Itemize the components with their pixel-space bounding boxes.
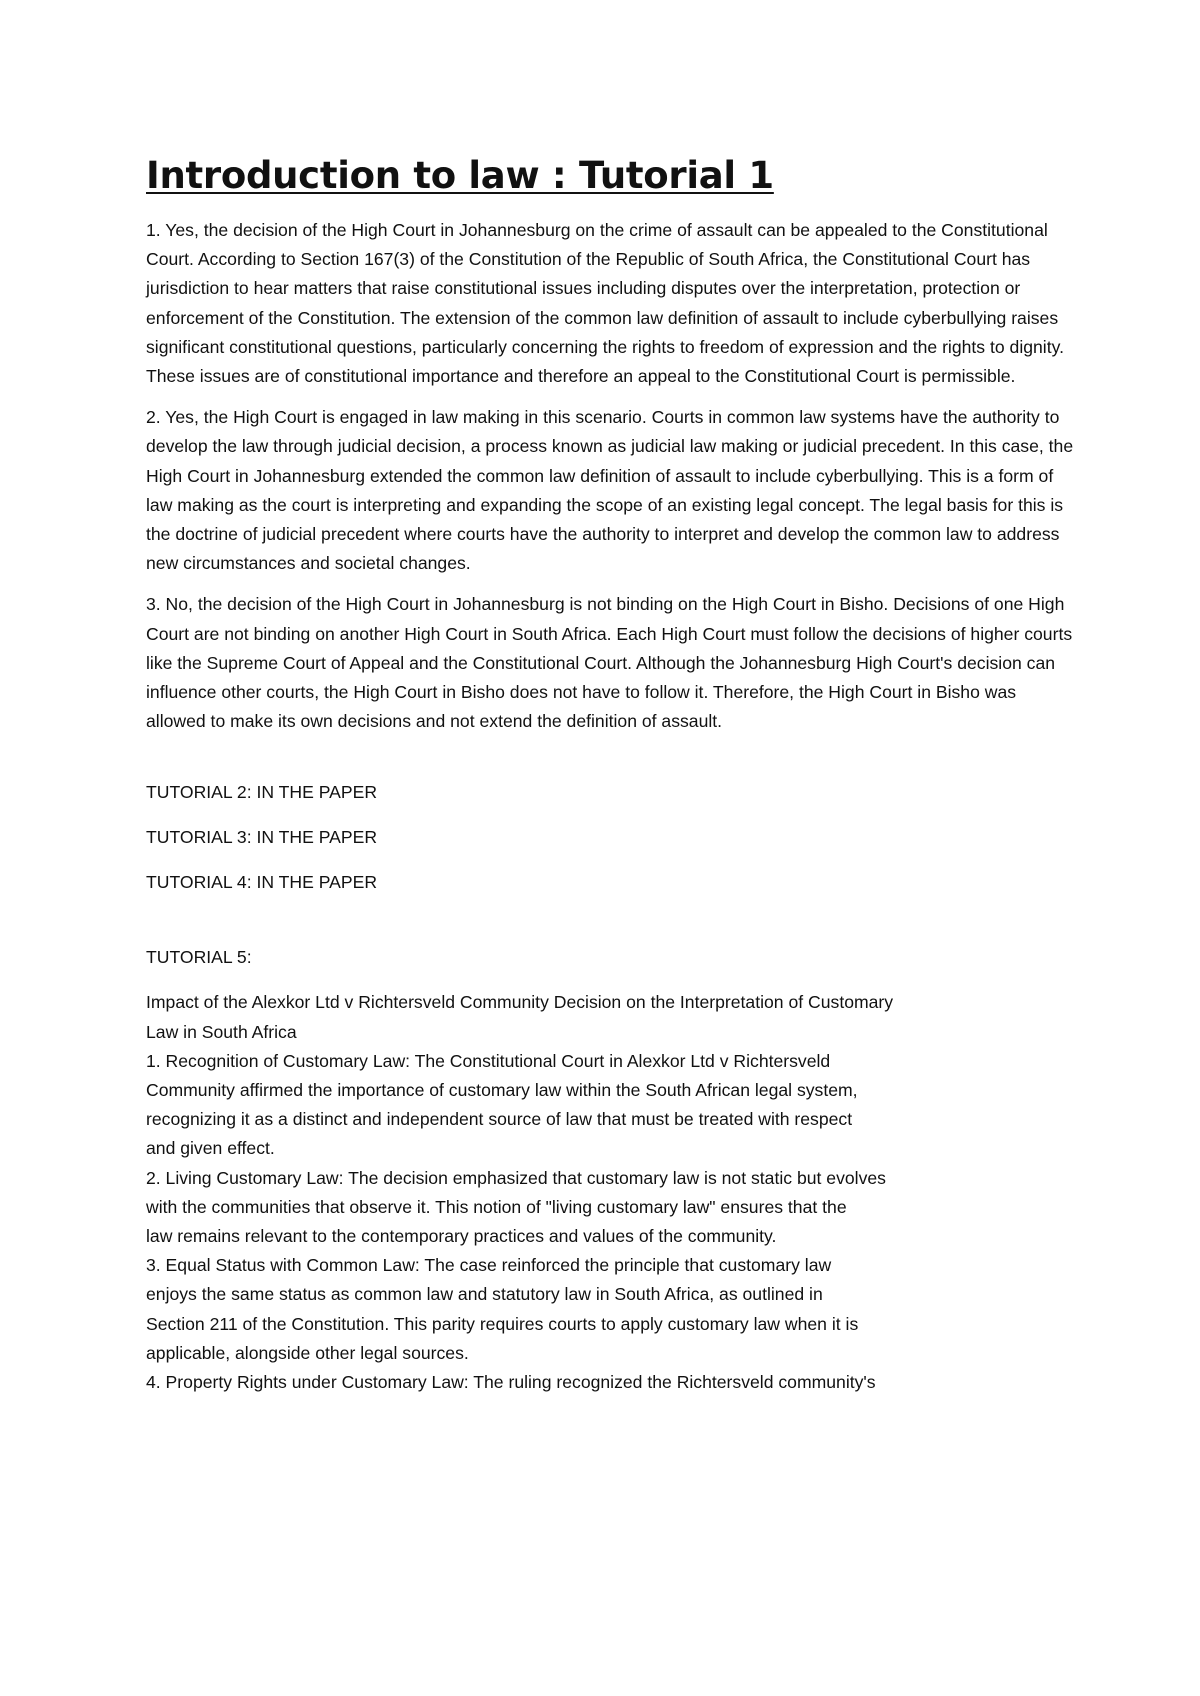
- tutorial-5-line: Community affirmed the importance of customary law within the South African legal system,: [146, 1080, 858, 1101]
- tutorial-5-line: and given effect.: [146, 1138, 275, 1159]
- tutorial-5-line: recognizing it as a distinct and independent source of law that must be treated with respect: [146, 1109, 853, 1130]
- answer-1: 1. Yes, the decision of the High Court in Johannesburg on the crime of assault can be appealed to the Constitutional Court. According to Section 167(3) of the Constitution of the Republic of South Africa, the Constitutional Court has jurisdiction to hear matters that raise constitutional issues including disputes over the interpretation, protection or enforcement of the Constitution. The extension of the common law definition of assault to include cyberbullying raises significant constitutional questions, particularly concerning the rights to freedom of expression and the rights to dignity. These issues are of constitutional importance and therefore an appeal to the Constitutional Court is permissible.: [146, 220, 1064, 387]
- tutorial-5-line: law remains relevant to the contemporary practices and values of the community.: [146, 1226, 777, 1247]
- tutorial-5-line: 1. Recognition of Customary Law: The Constitutional Court in Alexkor Ltd v Richtersveld: [146, 1050, 831, 1071]
- tutorial-5-line: applicable, alongside other legal sources.: [146, 1342, 469, 1363]
- tutorial-5-line: Impact of the Alexkor Ltd v Richtersveld Community Decision on the Interpretation of Customary: [146, 992, 894, 1013]
- tutorial-4-line: TUTORIAL 4: IN THE PAPER: [146, 872, 378, 893]
- tutorial-5-line: 4. Property Rights under Customary Law: The ruling recognized the Richtersveld community's: [146, 1372, 876, 1393]
- tutorial-5-heading: TUTORIAL 5:: [146, 947, 252, 968]
- section-spacer: [146, 913, 1076, 943]
- document-page: [146, 150, 1076, 1397]
- tutorial-5-line: 2. Living Customary Law: The decision emphasized that customary law is not static but evolves: [146, 1167, 886, 1188]
- tutorial-5-body: [146, 988, 1026, 1397]
- tutorial-5-line: Law in South Africa: [146, 1021, 297, 1042]
- tutorial-5-line: Section 211 of the Constitution. This parity requires courts to apply customary law when it is: [146, 1313, 859, 1334]
- tutorial-5-line: 3. Equal Status with Common Law: The case reinforced the principle that customary law: [146, 1255, 832, 1276]
- tutorial-2-line: TUTORIAL 2: IN THE PAPER: [146, 782, 378, 803]
- answer-3: 3. No, the decision of the High Court in Johannesburg is not binding on the High Court in Bisho. Decisions of one High Court are not binding on another High Court in South Africa. Each High Court must follow the decisions of higher courts like the Supreme Court of Appeal and the Constitutional Court. Although the Johannesburg High Court's decision can influence other courts, the High Court in Bisho does not have to follow it. Therefore, the High Court in Bisho was allowed to make its own decisions and not extend the definition of assault.: [146, 594, 1073, 732]
- tutorial-5-line: with the communities that observe it. This notion of "living customary law" ensures that the: [146, 1196, 847, 1217]
- tutorial-5-line: enjoys the same status as common law and statutory law in South Africa, as outlined in: [146, 1284, 823, 1305]
- tutorial-3-line: TUTORIAL 3: IN THE PAPER: [146, 827, 378, 848]
- section-spacer: [146, 748, 1076, 778]
- document-title: Introduction to law : Tutorial 1: [146, 154, 774, 197]
- answer-2: 2. Yes, the High Court is engaged in law making in this scenario. Courts in common law systems have the authority to develop the law through judicial decision, a process known as judicial law making or judicial precedent. In this case, the High Court in Johannesburg extended the common law definition of assault to include cyberbullying. This is a form of law making as the court is interpreting and expanding the scope of an existing legal concept. The legal basis for this is the doctrine of judicial precedent where courts have the authority to interpret and develop the common law to address new circumstances and societal changes.: [146, 407, 1074, 574]
